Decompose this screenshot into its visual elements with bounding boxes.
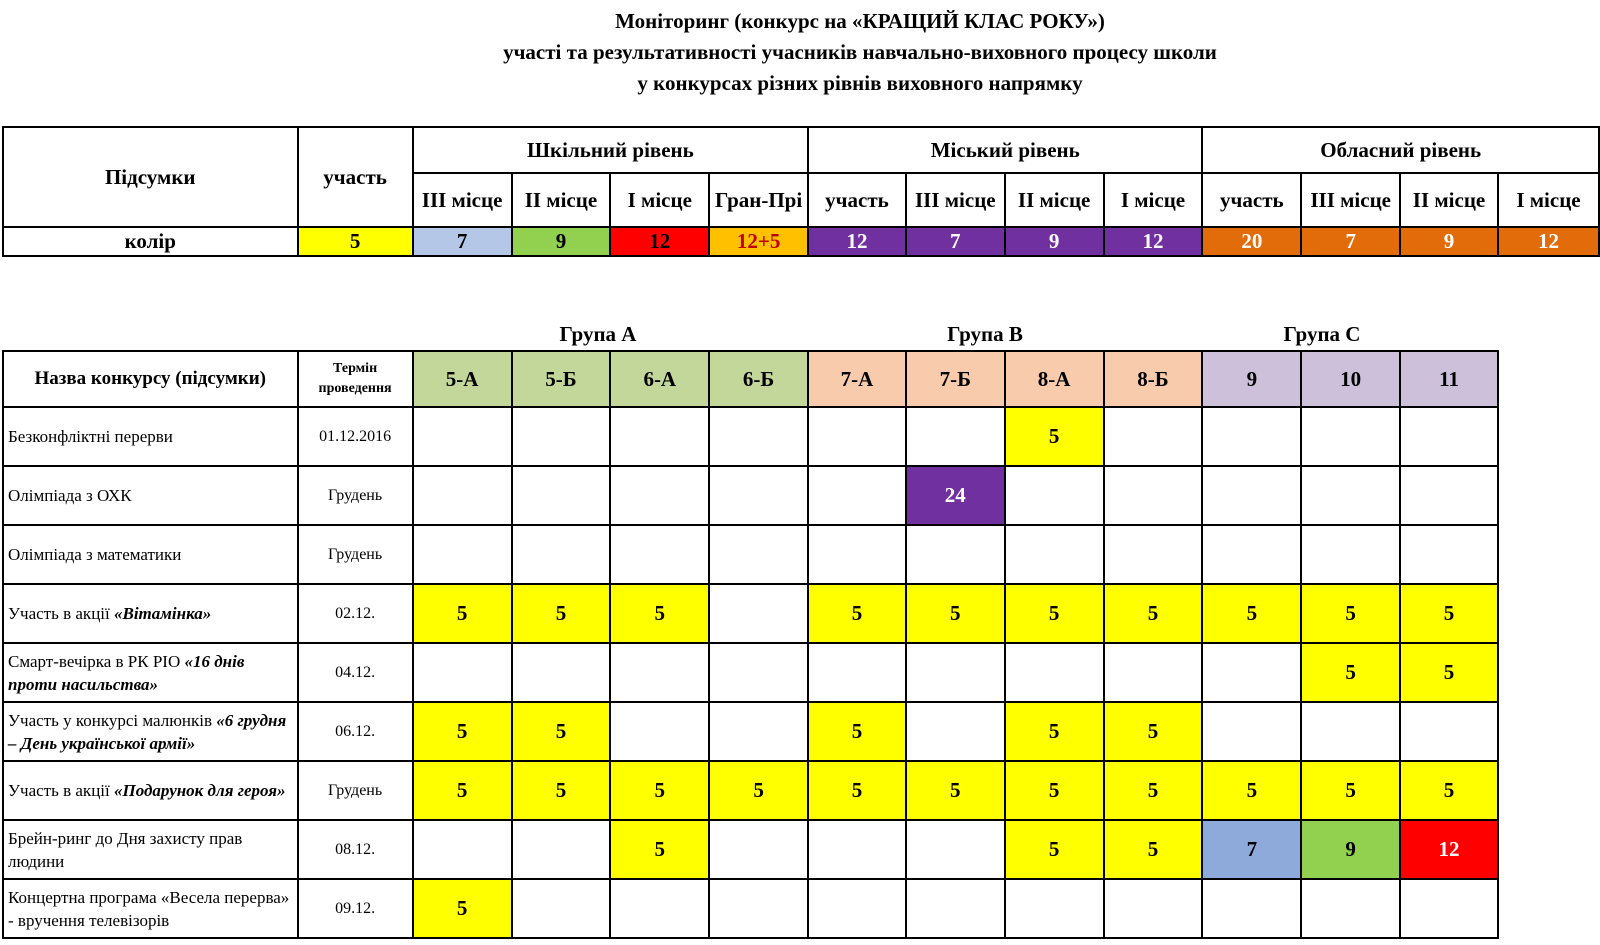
score-cell xyxy=(1005,525,1104,584)
score-cell xyxy=(1301,525,1400,584)
city-level-header: Міський рівень xyxy=(808,127,1202,173)
score-cell xyxy=(413,407,512,466)
score-cell xyxy=(610,466,709,525)
class-header: 5-Б xyxy=(512,351,611,407)
score-cell: 5 xyxy=(1005,584,1104,643)
score-cell xyxy=(906,407,1005,466)
contest-name: Безконфліктні перерви xyxy=(3,407,298,466)
class-header: 6-А xyxy=(610,351,709,407)
score-cell: 5 xyxy=(512,584,611,643)
contest-name-emphasis: «Вітамінка» xyxy=(113,604,212,623)
color-cell: 9 xyxy=(512,227,611,256)
contest-term: 09.12. xyxy=(298,879,413,938)
contest-name-text: Участь в акції xyxy=(8,604,114,623)
score-cell xyxy=(610,525,709,584)
table-row xyxy=(3,820,1498,879)
class-header: 7-А xyxy=(808,351,906,407)
score-cell xyxy=(512,525,611,584)
contest-term: Грудень xyxy=(298,525,413,584)
score-cell xyxy=(1301,466,1400,525)
contest-name-text: Участь у конкурсі малюнків xyxy=(8,710,217,730)
contest-term: 06.12. xyxy=(298,702,413,761)
score-cell xyxy=(512,879,611,938)
class-header: 10 xyxy=(1301,351,1400,407)
score-cell xyxy=(906,820,1005,879)
score-cell xyxy=(1202,702,1301,761)
score-cell xyxy=(512,466,611,525)
city-second-place: ІІ місце xyxy=(1005,173,1104,227)
color-cell: 12 xyxy=(610,227,709,256)
contest-name: Олімпіада з математики xyxy=(3,525,298,584)
score-cell xyxy=(906,525,1005,584)
score-cell xyxy=(709,407,808,466)
score-cell xyxy=(413,820,512,879)
score-cell: 5 xyxy=(1202,584,1301,643)
score-cell xyxy=(1202,466,1301,525)
score-cell: 5 xyxy=(1005,761,1104,820)
score-cell xyxy=(906,643,1005,702)
score-cell xyxy=(1104,466,1203,525)
score-cell xyxy=(1400,466,1498,525)
score-cell xyxy=(413,643,512,702)
score-cell: 5 xyxy=(512,702,611,761)
score-cell xyxy=(808,643,906,702)
color-cell: 9 xyxy=(1005,227,1104,256)
score-cell xyxy=(1202,407,1301,466)
score-cell: 5 xyxy=(413,584,512,643)
class-header: 9 xyxy=(1202,351,1301,407)
score-cell xyxy=(808,879,906,938)
score-cell: 5 xyxy=(906,584,1005,643)
school-level-header: Шкільний рівень xyxy=(413,127,808,173)
class-header: 11 xyxy=(1400,351,1498,407)
term-column-header: Термін проведення xyxy=(298,351,413,407)
score-cell: 5 xyxy=(808,761,906,820)
score-cell xyxy=(709,643,808,702)
score-cell: 5 xyxy=(610,584,709,643)
contest-name xyxy=(3,702,298,761)
score-cell xyxy=(512,820,611,879)
score-cell xyxy=(1301,407,1400,466)
contest-term: Грудень xyxy=(298,761,413,820)
color-row-label: колір xyxy=(3,227,298,256)
table-row xyxy=(3,643,1498,702)
score-cell xyxy=(1104,643,1203,702)
color-cell: 12 xyxy=(1498,227,1599,256)
class-header: 6-Б xyxy=(709,351,808,407)
contest-name-emphasis: «Подарунок для героя» xyxy=(113,781,286,800)
color-cell: 20 xyxy=(1202,227,1301,256)
score-cell xyxy=(709,879,808,938)
score-cell: 5 xyxy=(1104,584,1203,643)
score-cell xyxy=(1104,407,1203,466)
score-cell xyxy=(709,525,808,584)
page-title xyxy=(0,6,1600,99)
contest-name: Олімпіада з ОХК xyxy=(3,466,298,525)
score-cell xyxy=(1104,879,1203,938)
table-row xyxy=(3,702,1498,761)
contest-name xyxy=(3,643,298,702)
score-cell xyxy=(1104,525,1203,584)
score-cell xyxy=(1202,879,1301,938)
class-header: 8-А xyxy=(1005,351,1104,407)
score-cell xyxy=(610,702,709,761)
score-cell: 5 xyxy=(1400,643,1498,702)
contest-name-emphasis: «6 грудня – День української армії» xyxy=(8,710,287,753)
contest-term: 08.12. xyxy=(298,820,413,879)
score-cell xyxy=(1202,525,1301,584)
score-cell xyxy=(610,407,709,466)
score-cell: 5 xyxy=(1005,407,1104,466)
score-cell: 5 xyxy=(512,761,611,820)
score-cell: 5 xyxy=(1301,643,1400,702)
score-cell xyxy=(709,820,808,879)
score-cell: 5 xyxy=(610,761,709,820)
title-line-1: Моніторинг (конкурс на «КРАЩИЙ КЛАС РОКУ») xyxy=(615,9,1105,33)
region-participation: участь xyxy=(1202,173,1301,227)
color-cell: 7 xyxy=(906,227,1005,256)
score-cell xyxy=(1202,643,1301,702)
group-b-label: Група В xyxy=(947,322,1023,346)
score-cell: 5 xyxy=(1301,584,1400,643)
color-cell: 5 xyxy=(298,227,413,256)
score-cell xyxy=(1400,407,1498,466)
score-cell: 5 xyxy=(709,761,808,820)
score-cell xyxy=(1005,466,1104,525)
score-cell: 5 xyxy=(808,584,906,643)
name-column-header: Назва конкурсу (підсумки) xyxy=(3,351,298,407)
table-row xyxy=(3,407,1498,466)
region-second-place: ІІ місце xyxy=(1400,173,1498,227)
summary-header: Підсумки xyxy=(3,127,298,227)
legend-table xyxy=(2,126,1600,257)
contest-term: 04.12. xyxy=(298,643,413,702)
table-header-row xyxy=(3,351,1498,407)
color-cell: 12 xyxy=(808,227,906,256)
score-cell: 12 xyxy=(1400,820,1498,879)
contest-name xyxy=(3,584,298,643)
region-third-place: ІІІ місце xyxy=(1301,173,1400,227)
city-third-place: ІІІ місце xyxy=(906,173,1005,227)
score-cell xyxy=(1301,879,1400,938)
contest-term: 01.12.2016 xyxy=(298,407,413,466)
school-first-place: І місце xyxy=(610,173,709,227)
score-cell: 5 xyxy=(1005,820,1104,879)
score-cell xyxy=(1400,702,1498,761)
score-cell xyxy=(709,702,808,761)
score-cell xyxy=(1301,702,1400,761)
score-cell: 5 xyxy=(1301,761,1400,820)
score-cell: 5 xyxy=(1104,761,1203,820)
score-cell xyxy=(808,820,906,879)
score-cell: 5 xyxy=(610,820,709,879)
score-cell xyxy=(808,407,906,466)
score-cell xyxy=(413,466,512,525)
score-cell xyxy=(1005,643,1104,702)
score-cell xyxy=(610,879,709,938)
title-line-3: у конкурсах різних рівнів виховного напрямку xyxy=(637,71,1083,95)
contest-name-text: Участь в акції xyxy=(8,781,114,800)
contest-name-text: Смарт-вечірка в РК РІО xyxy=(8,651,185,671)
table-row xyxy=(3,525,1498,584)
school-second-place: ІІ місце xyxy=(512,173,611,227)
color-cell: 12 xyxy=(1104,227,1203,256)
table-row xyxy=(3,761,1498,820)
score-cell: 5 xyxy=(1202,761,1301,820)
score-cell: 5 xyxy=(1104,702,1203,761)
score-cell: 5 xyxy=(1005,702,1104,761)
results-table xyxy=(2,350,1499,939)
score-cell xyxy=(413,525,512,584)
score-cell xyxy=(808,525,906,584)
participation-header: участь xyxy=(298,127,413,227)
color-cell: 9 xyxy=(1400,227,1498,256)
table-row xyxy=(3,584,1498,643)
score-cell xyxy=(512,407,611,466)
region-level-header: Обласний рівень xyxy=(1202,127,1599,173)
color-cell: 7 xyxy=(1301,227,1400,256)
contest-term: Грудень xyxy=(298,466,413,525)
score-cell xyxy=(709,466,808,525)
table-row xyxy=(3,466,1498,525)
school-third-place: ІІІ місце xyxy=(413,173,512,227)
score-cell xyxy=(906,702,1005,761)
contest-name xyxy=(3,761,298,820)
score-cell xyxy=(906,879,1005,938)
score-cell: 5 xyxy=(808,702,906,761)
color-cell: 12+5 xyxy=(709,227,808,256)
score-cell: 5 xyxy=(906,761,1005,820)
group-a-label: Група А xyxy=(559,322,637,346)
class-header: 8-Б xyxy=(1104,351,1203,407)
contest-term: 02.12. xyxy=(298,584,413,643)
city-participation: участь xyxy=(808,173,906,227)
score-cell: 9 xyxy=(1301,820,1400,879)
city-first-place: І місце xyxy=(1104,173,1203,227)
score-cell: 5 xyxy=(413,702,512,761)
score-cell xyxy=(512,643,611,702)
contest-name: Брейн-ринг до Дня захисту прав людини xyxy=(3,820,298,879)
contest-name: Концертна програма «Весела перерва» - вручення телевізорів xyxy=(3,879,298,938)
table-row xyxy=(3,879,1498,938)
score-cell: 5 xyxy=(1400,761,1498,820)
score-cell: 5 xyxy=(413,879,512,938)
color-cell: 7 xyxy=(413,227,512,256)
title-line-2: участі та результативності учасників навчально-виховного процесу школи xyxy=(503,40,1217,64)
score-cell: 5 xyxy=(1400,584,1498,643)
score-cell: 24 xyxy=(906,466,1005,525)
score-cell: 5 xyxy=(413,761,512,820)
contest-name-emphasis: «16 днів проти насильства» xyxy=(8,651,245,694)
score-cell xyxy=(1400,879,1498,938)
score-cell xyxy=(808,466,906,525)
score-cell xyxy=(1400,525,1498,584)
score-cell xyxy=(1005,879,1104,938)
score-cell: 7 xyxy=(1202,820,1301,879)
class-header: 5-А xyxy=(413,351,512,407)
region-first-place: І місце xyxy=(1498,173,1599,227)
score-cell xyxy=(709,584,808,643)
class-header: 7-Б xyxy=(906,351,1005,407)
school-grand-prix: Гран-Прі xyxy=(709,173,808,227)
group-c-label: Група С xyxy=(1283,322,1361,346)
score-cell: 5 xyxy=(1104,820,1203,879)
score-cell xyxy=(610,643,709,702)
